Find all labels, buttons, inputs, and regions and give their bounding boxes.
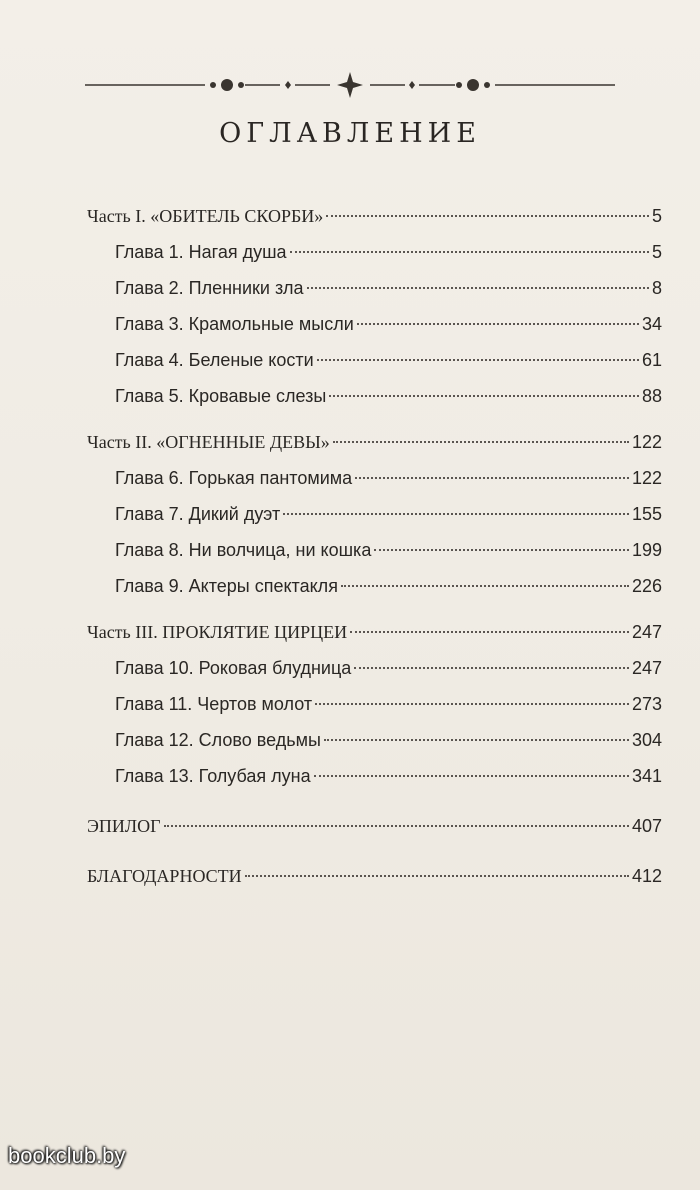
toc-chapter-5 — [87, 378, 662, 414]
toc-part-1 — [87, 198, 662, 234]
toc-label: Глава 11. Чертов молот — [115, 694, 313, 714]
toc-page-number: 61 — [641, 350, 662, 370]
toc-label: Глава 3. Крамольные мысли — [115, 314, 354, 334]
toc-label: Глава 5. Кровавые слезы — [115, 386, 327, 406]
toc-page-number: 341 — [631, 766, 662, 786]
toc-label: Глава 12. Слово ведьмы — [115, 730, 321, 750]
page-title: ОГЛАВЛЕНИЕ — [219, 118, 481, 149]
toc-label: Глава 4. Беленые кости — [115, 350, 314, 370]
toc-chapter-10 — [87, 650, 662, 686]
toc-label: Глава 9. Актеры спектакля — [115, 576, 338, 596]
dot-leader — [324, 739, 629, 741]
dot-leader — [357, 323, 639, 325]
dot-leader — [354, 667, 629, 669]
toc-page-number: 273 — [631, 694, 662, 714]
dot-leader — [326, 215, 649, 217]
toc-acknowledgements — [87, 858, 662, 894]
toc-page-number: 34 — [641, 314, 662, 334]
toc-label: Глава 1. Нагая душа — [115, 242, 287, 262]
toc-label: Глава 6. Горькая пантомима — [115, 468, 353, 488]
section-spacer — [87, 794, 662, 808]
dot-leader — [317, 359, 639, 361]
toc-page-number: 88 — [641, 386, 662, 406]
toc-page-number: 199 — [631, 540, 662, 560]
toc-chapter-8 — [87, 532, 662, 568]
toc-chapter-13 — [87, 758, 662, 794]
toc-chapter-2 — [87, 270, 662, 306]
dot-leader — [245, 875, 629, 877]
toc-page-number: 5 — [651, 242, 662, 262]
toc-chapter-1 — [87, 234, 662, 270]
toc-page-number: 122 — [631, 468, 662, 488]
toc-chapter-6 — [87, 460, 662, 496]
dot-leader — [329, 395, 639, 397]
dot-leader — [307, 287, 649, 289]
dot-leader — [350, 631, 629, 633]
toc-chapter-9 — [87, 568, 662, 604]
section-spacer — [87, 604, 662, 614]
toc-chapter-3 — [87, 306, 662, 342]
toc-page-number: 122 — [631, 432, 662, 452]
toc-label: Часть II. «ОГНЕННЫЕ ДЕВЫ» — [87, 432, 330, 452]
dot-leader — [341, 585, 629, 587]
dot-leader — [315, 703, 629, 705]
toc-page-number: 226 — [631, 576, 662, 596]
toc-page-number: 304 — [631, 730, 662, 750]
dot-leader — [290, 251, 649, 253]
dot-leader — [374, 549, 629, 551]
toc-chapter-4 — [87, 342, 662, 378]
toc-page-number: 8 — [651, 278, 662, 298]
watermark-text: bookclub.by — [8, 1143, 126, 1168]
toc-label: БЛАГОДАРНОСТИ — [87, 866, 242, 886]
toc-page-number: 247 — [631, 622, 662, 642]
toc-label: Глава 7. Дикий дуэт — [115, 504, 281, 524]
toc-page-number: 412 — [631, 866, 662, 886]
section-spacer — [87, 414, 662, 424]
toc-chapter-12 — [87, 722, 662, 758]
toc-page-number: 407 — [631, 816, 662, 836]
table-of-contents — [87, 198, 662, 894]
toc-part-3 — [87, 614, 662, 650]
toc-label: Часть III. ПРОКЛЯТИЕ ЦИРЦЕИ — [87, 622, 348, 642]
dot-leader — [164, 825, 629, 827]
toc-label: Глава 2. Пленники зла — [115, 278, 304, 298]
section-spacer — [87, 844, 662, 858]
dot-leader — [333, 441, 629, 443]
dot-leader — [283, 513, 629, 515]
toc-page-number: 155 — [631, 504, 662, 524]
decorative-ornament — [85, 70, 615, 100]
toc-chapter-11 — [87, 686, 662, 722]
toc-part-2 — [87, 424, 662, 460]
toc-label: Глава 8. Ни волчица, ни кошка — [115, 540, 372, 560]
toc-page-number: 247 — [631, 658, 662, 678]
toc-epilogue — [87, 808, 662, 844]
toc-label: Глава 10. Роковая блудница — [115, 658, 352, 678]
toc-label: Часть I. «ОБИТЕЛЬ СКОРБИ» — [87, 206, 324, 226]
toc-page-number: 5 — [651, 206, 662, 226]
toc-label: Глава 13. Голубая луна — [115, 766, 311, 786]
dot-leader — [314, 775, 629, 777]
dot-leader — [355, 477, 629, 479]
toc-label: ЭПИЛОГ — [87, 816, 161, 836]
toc-chapter-7 — [87, 496, 662, 532]
